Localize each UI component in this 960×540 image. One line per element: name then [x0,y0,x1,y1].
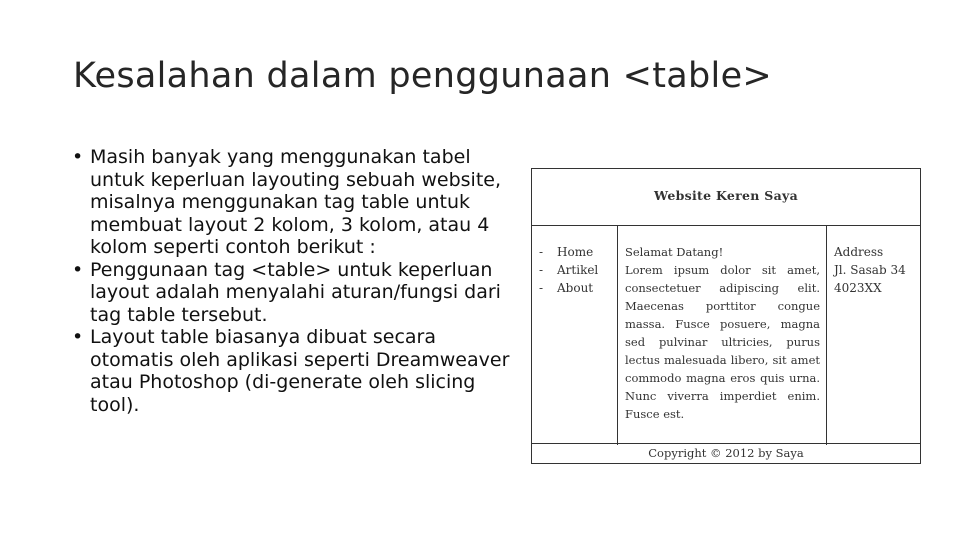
example-content-body: Lorem ipsum dolor sit amet, consectetuer adipiscing elit. Maecenas porttitor congue massa. Fusce posuere, magna sed pulvinar ultricies, purus lectus malesuada libero, sit amet commodo magna eros quis urna. Nunc viverra imperdiet enim. Fusce est. [625,263,820,421]
nav-dash: - [539,281,544,295]
example-address-line: Jl. Sasab 34 [834,263,906,277]
example-nav-item [539,243,617,261]
bullet-dot: • [72,258,84,281]
example-site-title: Website Keren Saya [654,188,798,203]
example-nav-item [539,261,617,279]
example-footer [532,443,920,463]
bullet-list [72,146,522,416]
bullet-item [72,326,522,416]
example-copyright: Copyright © 2012 by Saya [648,446,804,460]
nav-dash: - [539,245,544,259]
bullet-dot: • [72,326,84,348]
example-address-line: 4023XX [834,281,882,295]
bullet-item [72,259,522,327]
bullet-text: Penggunaan tag <table> untuk keperluan layout adalah menyalahi aturan/fungsi dari tag table tersebut. [90,258,501,326]
example-nav-label: Artikel [557,263,599,277]
bullet-text: Layout table biasanya dibuat secara otomatis oleh aplikasi seperti Dreamweaver atau Photoshop (di-generate oleh slicing tool). [90,326,510,416]
bullet-dot: • [72,146,84,168]
nav-dash: - [539,263,544,277]
example-content-heading: Selamat Datang! [625,245,724,259]
example-nav-column [532,226,618,445]
example-nav-label: Home [557,245,594,259]
slide-title: Kesalahan dalam penggunaan <table> [73,56,773,96]
table-layout-example [531,168,921,464]
example-content-column [618,226,827,445]
example-header [532,169,920,226]
example-address-heading: Address [834,245,884,259]
bullet-item [72,146,522,259]
example-nav-label: About [557,281,594,295]
bullet-text: Masih banyak yang menggunakan tabel untuk keperluan layouting sebuah website, misalnya menggunakan tag table untuk membuat layout 2 kolom, 3 kolom, atau 4 kolom seperti contoh berikut : [90,146,502,258]
example-sidebar-column [827,226,920,445]
example-nav-item [539,279,617,297]
